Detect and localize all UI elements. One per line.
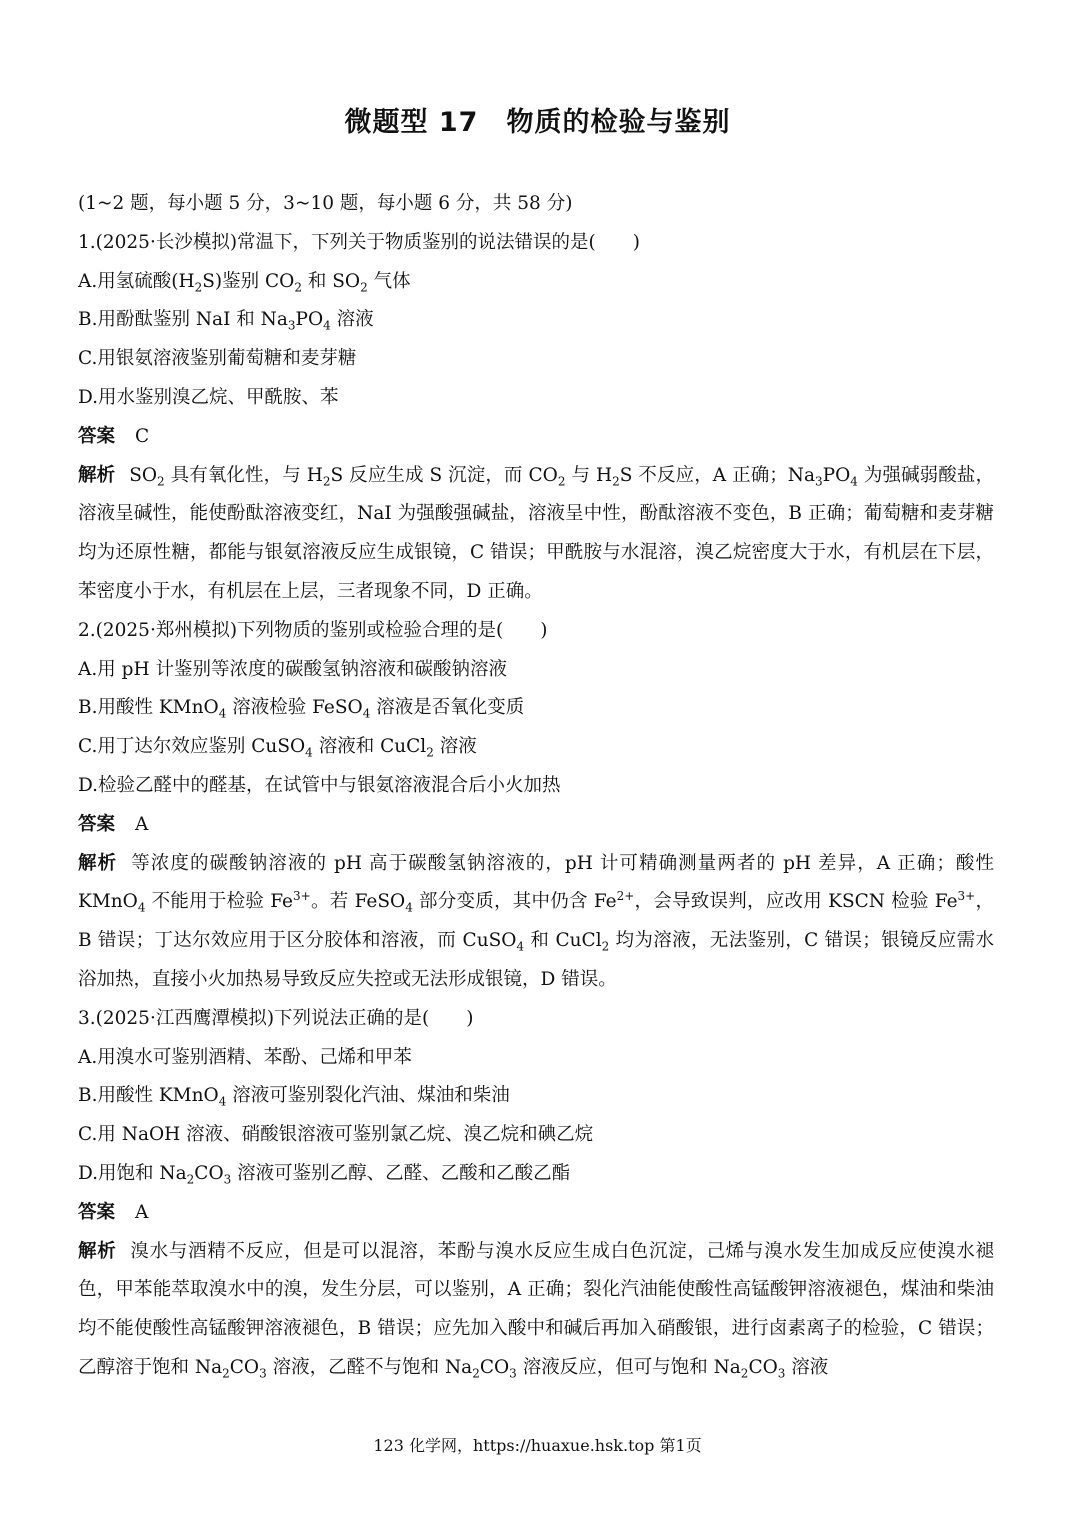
answer-label: 答案 xyxy=(78,813,116,835)
question-2-option-d: D.检验乙醛中的醛基，在试管中与银氨溶液混合后小火加热 xyxy=(78,774,561,796)
question-1-option-a: A.用氢硫酸$(H_2S)$鉴别 $CO_2$ 和 $SO_2$ 气体 xyxy=(78,270,411,295)
question-2-option-b: B.用酸性 KMnO$_4$ 溶液检验 FeSO$_4$ 溶液是否氧化变质 xyxy=(78,697,525,722)
question-1-option-c: C.用银氨溶液鉴别葡萄糖和麦芽糖 xyxy=(78,348,357,370)
score-note: (1~2 题，每小题 5 分，3~10 题，每小题 6 分，共 58 分) xyxy=(78,193,573,214)
question-1-answer xyxy=(78,418,994,457)
question-2-option-a: A.用 pH 计鉴别等浓度的碳酸氢钠溶液和碳酸钠溶液 xyxy=(78,658,507,680)
question-3-stem: 3.(2025·江西鹰潭模拟)下列说法正确的是( ) xyxy=(78,1007,474,1029)
page-footer: 123 化学网，https://huaxue.hsk.top 第1页 xyxy=(373,1436,702,1455)
question-3-option-a: A.用溴水可鉴别酒精、苯酚、己烯和甲苯 xyxy=(78,1046,412,1068)
question-3-option-c: C.用 NaOH 溶液、硝酸银溶液可鉴别氯乙烷、溴乙烷和碘乙烷 xyxy=(78,1124,594,1146)
answer-label: 答案 xyxy=(78,1201,116,1223)
question-1-analysis: 解析 $SO_2$ 具有氧化性，与 $H_2S$ 反应生成 S 沉淀，而 $CO_2$ 与 $H_2S$ 不反应，A 正确；$Na_3PO_4$ 为强碱弱酸盐，溶液呈碱性，能使酚酞溶液变红，NaI 为强酸强碱盐，溶液呈中性，酚酞溶液不变色，B 正确；葡萄糖和麦芽糖均为还原性糖，都能与银氨溶液反应生成银镜，C 错误；甲酰胺与水混溶，溴乙烷密度大于水，有机层在下层，苯密度小于水，有机层在上层，三者现象不同，D 正确。 xyxy=(78,464,994,602)
answer-value: A xyxy=(135,813,149,835)
analysis-label: 解析 xyxy=(78,1240,117,1262)
question-2-option-c: C.用丁达尔效应鉴别 CuSO$_4$ 溶液和 CuCl$_2$ 溶液 xyxy=(78,736,477,760)
answer-value: C xyxy=(135,425,150,447)
answer-value: A xyxy=(135,1201,149,1223)
question-1-option-b: B.用酚酞鉴别 NaI 和 $Na_3PO_4$ 溶液 xyxy=(78,309,374,334)
analysis-label: 解析 xyxy=(78,464,116,486)
question-2-answer xyxy=(78,806,994,845)
page-title: 微题型 17 物质的检验与鉴别 xyxy=(344,107,731,138)
question-3-option-b: B.用酸性 KMnO$_4$ 溶液可鉴别裂化汽油、煤油和柴油 xyxy=(78,1085,510,1110)
question-2-stem: 2.(2025·郑州模拟)下列物质的鉴别或检验合理的是( ) xyxy=(78,619,548,641)
question-3-analysis: 解析 溴水与酒精不反应，但是可以混溶，苯酚与溴水反应生成白色沉淀，己烯与溴水发生加成反应使溴水褪色，甲苯能萃取溴水中的溴，发生分层，可以鉴别，A 正确；裂化汽油能使酸性高锰酸钾溶液褪色，煤油和柴油均不能使酸性高锰酸钾溶液褪色，B 错误；应先加入酸中和碱后再加入硝酸银，进行卤素离子的检验，C 错误；乙醇溶于饱和 $Na_2CO_3$ 溶液，乙醛不与饱和 $Na_2CO_3$ 溶液反应，但可与饱和 $Na_2CO_3$ 溶液 xyxy=(78,1240,994,1381)
question-2-analysis: 解析 等浓度的碳酸钠溶液的 pH 高于碳酸氢钠溶液的，pH 计可精确测量两者的 pH 差异，A 正确；酸性 KMnO$_4$ 不能用于检验 $Fe^{3+}$。若 FeSO$_4$ 部分变质，其中仍含 $Fe^{2+}$，会导致误判，应改用 KSCN 检验 $Fe^{3+}$，B 错误；丁达尔效应用于区分胶体和溶液，而 CuSO$_4$ 和 CuCl$_2$ 均为溶液，无法鉴别，C 错误；银镜反应需水浴加热，直接小火加热易导致反应失控或无法形成银镜，D 错误。 xyxy=(78,852,995,990)
question-3-answer xyxy=(78,1194,994,1233)
question-1-stem: 1.(2025·长沙模拟)常温下，下列关于物质鉴别的说法错误的是( ) xyxy=(78,231,640,253)
question-1-option-d: D.用水鉴别溴乙烷、甲酰胺、苯 xyxy=(78,386,339,408)
analysis-label: 解析 xyxy=(78,852,118,874)
document-body xyxy=(78,185,994,1388)
question-3-option-d: D.用饱和 $Na_2CO_3$ 溶液可鉴别乙醇、乙醛、乙酸和乙酸乙酯 xyxy=(78,1162,571,1187)
answer-label: 答案 xyxy=(78,425,116,447)
